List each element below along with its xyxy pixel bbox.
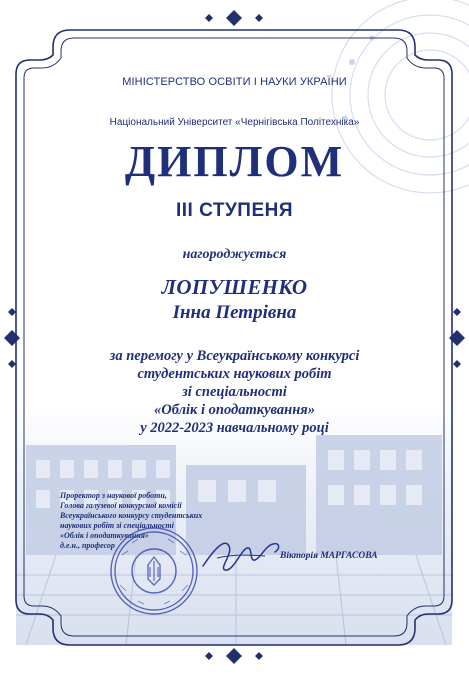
reason-line: зі спеціальності xyxy=(182,384,287,400)
award-reason xyxy=(0,347,469,437)
signer-position-line: Всеукраїнського конкурсу студентських xyxy=(60,511,203,520)
reason-line: за перемогу у Всеукраїнському конкурсі xyxy=(109,348,360,364)
handwritten-signature xyxy=(195,528,285,578)
awarded-label: нагороджується xyxy=(182,247,287,262)
signer-position-line: наукових робіт зі спеціальності xyxy=(60,521,174,530)
signer-position-line: Голова галузевої конкурсної комісії xyxy=(60,501,182,510)
reason-line: студентських наукових робіт xyxy=(137,366,332,382)
signer-position-line: д.е.н., професор xyxy=(60,541,115,550)
signer-position-line: Проректор з наукової роботи, xyxy=(60,491,167,500)
recipient-given-name: Інна Петрівна xyxy=(172,302,297,323)
recipient-surname: ЛОПУШЕНКО xyxy=(161,275,308,299)
ministry-name: МІНІСТЕРСТВО ОСВІТИ І НАУКИ УКРАЇНИ xyxy=(122,76,347,88)
reason-line: у 2022-2023 навчальному році xyxy=(140,420,329,436)
university-name: Національний Університет «Чернігівська Політехніка» xyxy=(109,117,360,128)
signer-name: Вікторія МАРГАСОВА xyxy=(280,551,378,561)
reason-line: «Облік і оподаткування» xyxy=(153,402,316,418)
official-seal-stamp xyxy=(108,525,200,617)
diploma-title: ДИПЛОМ xyxy=(124,137,345,186)
diploma-degree: ІІІ СТУПЕНЯ xyxy=(176,200,293,221)
signer-position-line: «Облік і оподаткування» xyxy=(60,531,149,540)
